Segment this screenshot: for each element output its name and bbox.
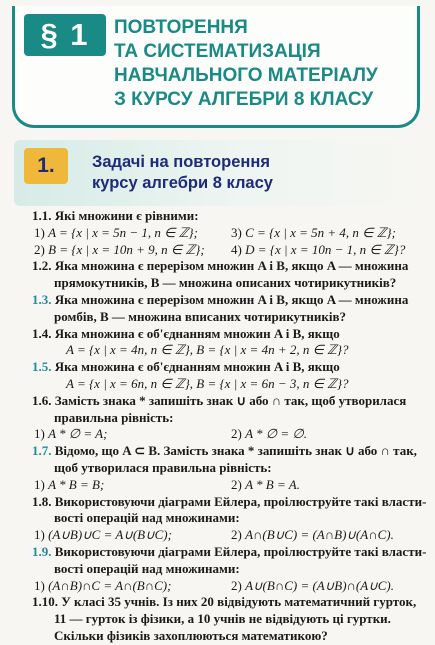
option-number: 1) bbox=[34, 476, 49, 492]
option-number: 2) bbox=[231, 476, 246, 492]
problem-number: 1.5. bbox=[32, 359, 52, 375]
problem-text: правильна рівність: bbox=[54, 409, 174, 425]
section-title-line: З КУРСУ АЛГЕБРИ 8 КЛАСУ bbox=[114, 89, 374, 110]
problem-number: 1.7. bbox=[32, 443, 52, 459]
option-number: 4) bbox=[231, 241, 246, 257]
problem-number: 1.9. bbox=[32, 543, 52, 559]
problem-text: Яка множина є перерізом множин A і B, якщо A — множина bbox=[54, 291, 409, 307]
option-number: 3) bbox=[231, 224, 246, 240]
problem-text: Скільки фізиків захоплюються математикою? bbox=[54, 627, 328, 643]
problem-text: Відомо, що A ⊂ B. Замість знака * запишіть знак ∪ або ∩ так, bbox=[54, 443, 417, 459]
option-number: 1) bbox=[34, 426, 49, 442]
problem-1-9 bbox=[32, 544, 428, 594]
option-number: 1) bbox=[34, 577, 49, 593]
problem-expression: A = {x | x = 4n, n ∈ ℤ}, B = {x | x = 4n + 2, n ∈ ℤ}? bbox=[66, 342, 349, 358]
problem-1-3 bbox=[32, 292, 428, 326]
subsection-number-badge: 1. bbox=[24, 148, 68, 184]
problem-1-7 bbox=[32, 443, 428, 493]
problem-1-6 bbox=[32, 393, 428, 443]
problem-1-5 bbox=[32, 359, 428, 393]
problem-number: 1.3. bbox=[32, 291, 52, 307]
option-expression: A * ∅ = ∅. bbox=[245, 426, 307, 442]
option-expression: A * ∅ = A; bbox=[48, 426, 108, 442]
problem-text: прямокутників, B — множина описаних чотирикутників? bbox=[54, 275, 397, 291]
problem-text: У класі 35 учнів. Із них 20 відвідують математичний гурток, bbox=[61, 594, 417, 610]
problem-1-1 bbox=[32, 208, 428, 258]
section-title bbox=[114, 16, 414, 112]
problem-text: Які множини є рівними: bbox=[54, 208, 199, 223]
problem-text: вості операцій над множинами: bbox=[54, 560, 240, 576]
problem-text: Яка множина є об'єднанням множин A і B, якщо bbox=[54, 325, 340, 341]
problem-number: 1.10. bbox=[32, 594, 58, 610]
problem-1-10 bbox=[32, 594, 428, 644]
problem-1-4 bbox=[32, 326, 428, 360]
problem-number: 1.8. bbox=[32, 493, 52, 509]
problem-text: вості операцій над множинами: bbox=[54, 510, 240, 526]
option-expression: (A∪B)∪C = A∪(B∪C); bbox=[48, 527, 172, 543]
problem-1-8 bbox=[32, 494, 428, 544]
problem-1-2 bbox=[32, 258, 428, 292]
subsection-title bbox=[92, 152, 273, 194]
problem-number: 1.1. bbox=[32, 208, 52, 223]
section-title-line: НАВЧАЛЬНОГО МАТЕРІАЛУ bbox=[114, 65, 378, 86]
subsection-title-line: курсу алгебри 8 класу bbox=[92, 174, 273, 192]
problem-text: Замість знака * запишіть знак ∪ або ∩ так, щоб утворилася bbox=[54, 392, 407, 408]
problem-text: Яка множина є об'єднанням множин A і B, якщо bbox=[54, 359, 340, 375]
subsection-title-line: Задачі на повторення bbox=[92, 153, 270, 171]
problem-number: 1.4. bbox=[32, 325, 52, 341]
problem-text: Використовуючи діаграми Ейлера, проілюструйте такі власти- bbox=[54, 493, 427, 509]
option-expression: C = {x | x = 5n + 4, n ∈ ℤ}; bbox=[245, 224, 396, 240]
option-expression: D = {x | x = 10n − 1, n ∈ ℤ}? bbox=[245, 241, 406, 257]
section-title-line: ПОВТОРЕННЯ bbox=[114, 17, 248, 38]
problem-text: ромбів, B — множина вписаних чотирикутників? bbox=[54, 308, 347, 324]
option-number: 2) bbox=[34, 241, 49, 257]
problem-text: 11 — гурток із фізики, а 10 учнів не відвідують ці гуртки. bbox=[54, 611, 391, 627]
problem-list bbox=[32, 208, 428, 645]
option-number: 2) bbox=[231, 527, 246, 543]
option-number: 1) bbox=[34, 527, 49, 543]
option-expression: A * B = B; bbox=[48, 476, 105, 492]
option-expression: (A∩B)∩C = A∩(B∩C); bbox=[48, 577, 172, 593]
option-expression: B = {x | x = 10n + 9, n ∈ ℤ}; bbox=[48, 241, 205, 257]
section-badge: § 1 bbox=[24, 14, 106, 56]
problem-number: 1.2. bbox=[32, 258, 52, 274]
option-number: 2) bbox=[231, 577, 246, 593]
option-expression: A∩(B∪C) = (A∩B)∪(A∩C). bbox=[245, 527, 394, 543]
section-title-line: ТА СИСТЕМАТИЗАЦІЯ bbox=[114, 41, 321, 62]
option-number: 2) bbox=[231, 426, 246, 442]
option-expression: A = {x | x = 5n − 1, n ∈ ℤ}; bbox=[48, 224, 198, 240]
option-expression: A * B = A. bbox=[245, 476, 300, 492]
problem-expression: A = {x | x = 6n, n ∈ ℤ}, B = {x | x = 6n − 3, n ∈ ℤ}? bbox=[66, 375, 349, 391]
option-number: 1) bbox=[34, 224, 49, 240]
option-expression: A∪(B∩C) = (A∪B)∩(A∪C). bbox=[245, 577, 394, 593]
problem-number: 1.6. bbox=[32, 392, 52, 408]
problem-text: Використовуючи діаграми Ейлера, проілюструйте такі власти- bbox=[54, 543, 427, 559]
problem-text: Яка множина є перерізом множин A і B, якщо A — множина bbox=[54, 258, 409, 274]
problem-text: щоб утворилася правильна рівність: bbox=[54, 459, 272, 475]
